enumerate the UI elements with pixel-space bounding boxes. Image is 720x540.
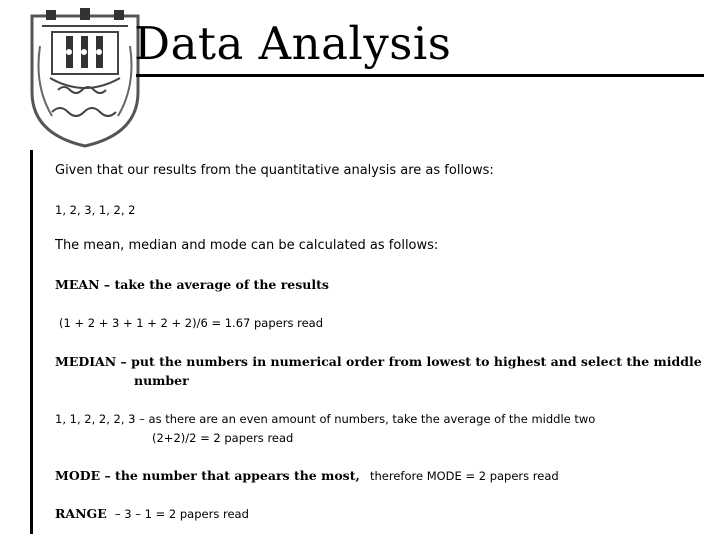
intro-text: Given that our results from the quantitative analysis are as follows: — [55, 163, 494, 178]
left-border-rule — [30, 150, 33, 534]
mode-result: therefore MODE = 2 papers read — [369, 469, 559, 483]
calc-intro-text: The mean, median and mode can be calculated as follows: — [55, 238, 439, 253]
mean-heading: MEAN – take the average of the results — [55, 277, 329, 292]
median-heading-cont: number — [134, 373, 189, 388]
median-heading: MEDIAN – put the numbers in numerical order from lowest to highest and select the middle — [55, 354, 702, 369]
median-result: (2+2)/2 = 2 papers read — [152, 431, 294, 445]
page-title: Data Analysis — [134, 17, 452, 70]
mode-line — [55, 467, 559, 486]
title-underline — [136, 74, 704, 77]
mode-heading: MODE – the number that appears the most, — [55, 468, 360, 483]
median-calculation: 1, 1, 2, 2, 2, 3 – as there are an even amount of numbers, take the average of the middle two — [55, 412, 596, 426]
mean-calculation: (1 + 2 + 3 + 1 + 2 + 2)/6 = 1.67 papers read — [59, 316, 324, 330]
range-heading: RANGE — [55, 506, 107, 521]
range-line — [55, 505, 249, 524]
results-data: 1, 2, 3, 1, 2, 2 — [55, 203, 136, 217]
university-logo — [22, 6, 148, 148]
range-result: – 3 – 1 = 2 papers read — [114, 507, 249, 521]
